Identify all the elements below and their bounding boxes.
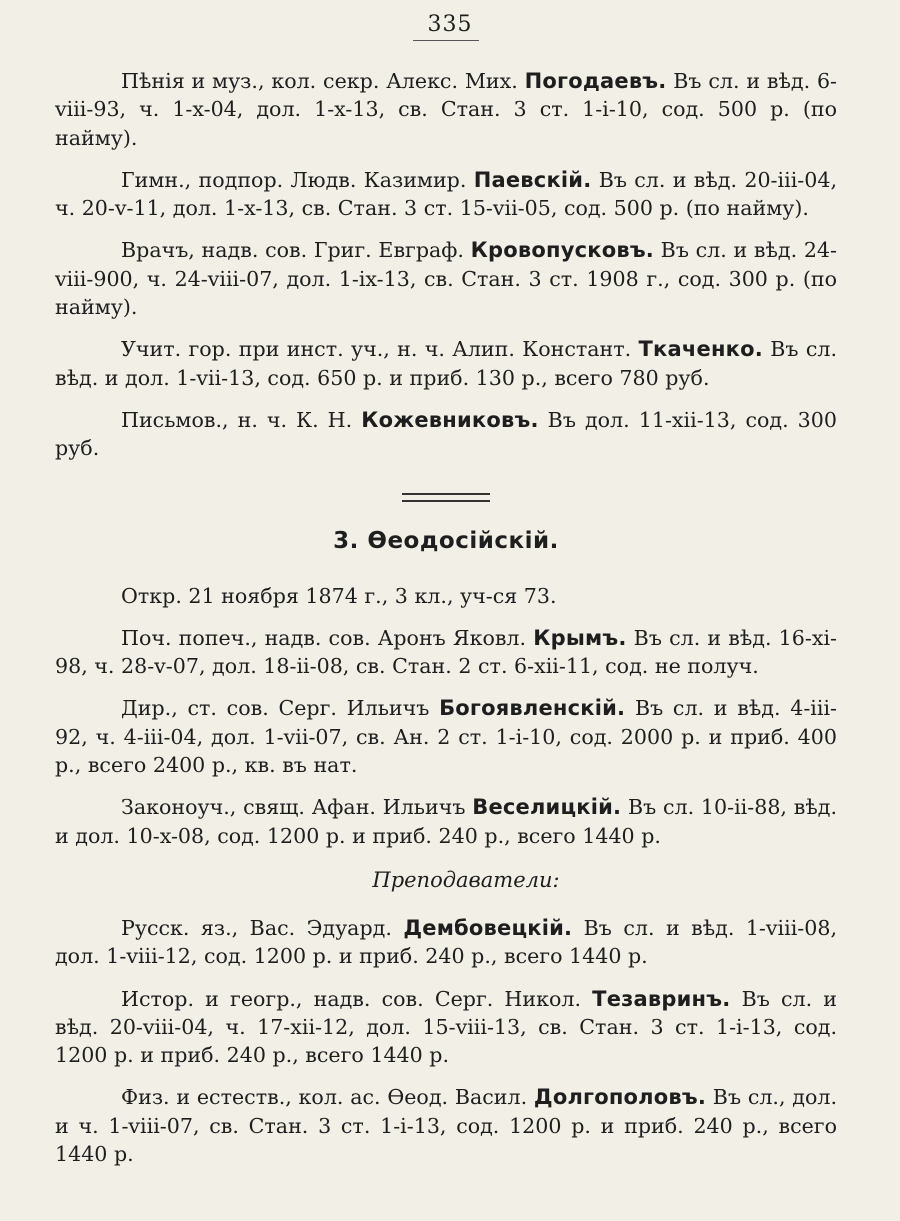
- teachers-subheading: Преподаватели:: [372, 867, 560, 892]
- entry-text: Въ сл. и вѣд. 1-viii-08, дол. 1-viii-12, сод. 1200 р. и приб. 240 р., всего 1440 р.: [55, 915, 837, 969]
- entry-text: Въ сл. и вѣд. 16-xi-98, ч. 28-v-07, дол. 18-ii-08, св. Стан. 2 ст. 6-xii-11, сод. не получ.: [55, 625, 837, 679]
- entry-text: Законоуч., свящ. Афан. Ильичъ: [121, 795, 473, 820]
- staff-entry-doctor: [55, 236, 837, 321]
- staff-surname: Крымъ.: [533, 625, 627, 650]
- staff-surname: Тезавринъ.: [592, 986, 731, 1011]
- staff-surname: Богоявленскій.: [439, 696, 626, 721]
- staff-entry-religion-teacher: [55, 793, 837, 850]
- entry-text: Врачъ, надв. сов. Григ. Евграф.: [121, 238, 471, 263]
- entry-text: Физ. и естеств., кол. ас. Ѳеод. Васил.: [121, 1085, 534, 1110]
- entry-text: Въ сл. 10-ii-88, вѣд. и дол. 10-x-08, сод. 1200 р. и приб. 240 р., всего 1440 р.: [55, 795, 837, 848]
- staff-surname: Долгополовъ.: [533, 1085, 707, 1110]
- staff-entry-history-geography: [55, 985, 837, 1070]
- page-number-rule: [413, 40, 479, 41]
- staff-entry-physics-science: [55, 1083, 837, 1168]
- entry-text: Учит. гор. при инст. уч., н. ч. Алип. Констант.: [121, 337, 639, 362]
- staff-surname: Ткаченко.: [638, 337, 763, 362]
- staff-entry-clerk: [55, 406, 837, 463]
- entry-text: Дир., ст. сов. Серг. Ильичъ: [121, 696, 440, 721]
- staff-entry-singing-music: [55, 67, 837, 152]
- entry-text: Письмов., н. ч. К. Н.: [121, 407, 362, 432]
- section-divider: [402, 493, 490, 502]
- staff-surname: Кожевниковъ.: [361, 407, 539, 432]
- staff-surname: Паевскій.: [473, 167, 592, 192]
- entry-text: Въ сл. и вѣд. 24-viii-900, ч. 24-viii-07, дол. 1-ix-13, св. Стан. 3 ст. 1908 г., сод. 300 р. (по найму).: [55, 238, 837, 320]
- staff-entry-city-school-teacher: [55, 335, 837, 392]
- staff-entry-director: [55, 694, 837, 779]
- entry-text: Въ дол. 11-xii-13, сод. 300 руб.: [55, 407, 837, 461]
- section-title: 3. Ѳеодосійскій.: [333, 527, 559, 554]
- entry-text: Въ сл. вѣд. и дол. 1-vii-13, сод. 650 р. и приб. 130 р., всего 780 руб.: [55, 337, 837, 390]
- entry-text: Въ сл. и вѣд. 4-iii-92, ч. 4-iii-04, дол. 1-vii-07, св. Ан. 2 ст. 1-i-10, сод. 2000 р. и приб. 400 р., всего 2400 р., кв. въ нат.: [55, 696, 837, 778]
- entry-text: Поч. попеч., надв. сов. Аронъ Яковл.: [121, 625, 534, 650]
- section-intro: Откр. 21 ноября 1874 г., 3 кл., уч-ся 73.: [121, 583, 557, 608]
- entry-text: Въ сл. и вѣд. 6-viii-93, ч. 1-x-04, дол. 1-x-13, св. Стан. 3 ст. 1-i-10, сод. 500 р. (по найму).: [55, 69, 838, 150]
- staff-surname: Кровопусковъ.: [470, 238, 654, 263]
- entry-text: Пѣнія и муз., кол. секр. Алекс. Мих.: [121, 69, 525, 93]
- staff-entry-russian-language: [55, 914, 837, 971]
- staff-surname: Веселицкій.: [472, 795, 622, 820]
- entry-text: Русск. яз., Вас. Эдуард.: [121, 915, 404, 940]
- entry-text: Гимн., подпор. Людв. Казимир.: [121, 167, 474, 192]
- page-content: [55, 67, 837, 1182]
- entry-text: Истор. и геогр., надв. сов. Серг. Никол.: [121, 986, 593, 1011]
- page-number: 335: [427, 12, 473, 37]
- staff-surname: Погодаевъ.: [524, 69, 667, 93]
- staff-surname: Дембовецкій.: [403, 915, 573, 940]
- entry-text: Въ сл. и вѣд. 20-iii-04, ч. 20-v-11, дол. 1-x-13, св. Стан. 3 ст. 15-vii-05, сод. 500 р. (по найму).: [55, 167, 837, 221]
- staff-entry-honorary-trustee: [55, 624, 837, 681]
- staff-entry-gymnastics: [55, 166, 837, 223]
- entry-text: Въ сл. и вѣд. 20-viii-04, ч. 17-xii-12, дол. 15-viii-13, св. Стан. 3 ст. 1-i-13, сод. 1200 р. и приб. 240 р., всего 1440 р.: [55, 986, 837, 1068]
- entry-text: Въ сл., дол. и ч. 1-viii-07, св. Стан. 3 ст. 1-i-13, сод. 1200 р. и приб. 240 р., всего 1440 р.: [55, 1085, 838, 1167]
